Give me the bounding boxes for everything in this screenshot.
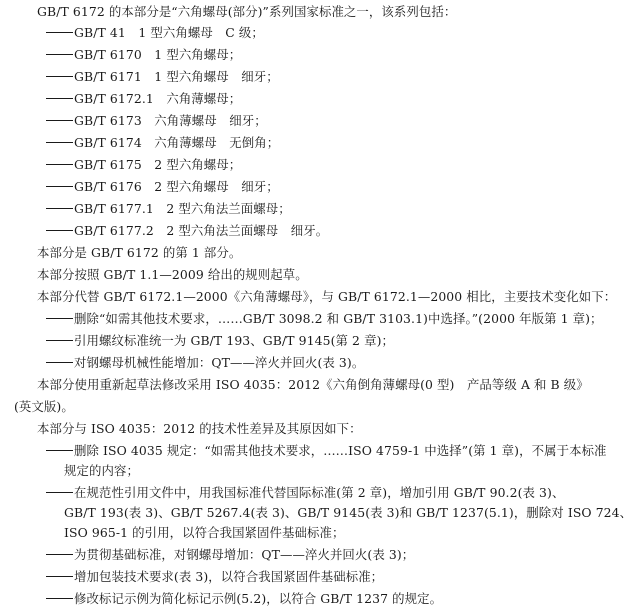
difference-item-text: 删除 ISO 4035 规定：“如需其他技术要求，……ISO 4759-1 中选择”(第 1 章)，不属于本标准 (74, 443, 607, 458)
drafting-rule: 本部分按照 GB/T 1.1—2009 给出的规则起草。 (37, 267, 308, 282)
adoption-statement: 本部分使用重新起草法修改采用 ISO 4035：2012《六角倒角薄螺母(0 型) 产品等级 A 和 B 级》 (37, 377, 589, 392)
change-item-text: 删除“如需其他技术要求，……GB/T 3098.2 和 GB/T 3103.1)中选择。”(2000 年版第 1 章)； (74, 311, 603, 326)
difference-item (46, 441, 607, 461)
difference-item-continued: GB/T 193(表 3)、GB/T 5267.4(表 3)、GB/T 9145(表 3)和 GB/T 1237(5.1)，删除对 ISO 724、 (64, 505, 633, 520)
difference-item-text: 为贯彻基础标准，对钢螺母增加：QT——淬火并回火(表 3)； (74, 547, 415, 562)
list-dash (46, 98, 73, 99)
series-item-text: GB/T 6177.2 2 型六角法兰面螺母 细牙。 (74, 223, 329, 238)
difference-item (46, 483, 564, 503)
difference-item (46, 589, 442, 609)
series-item (46, 45, 241, 65)
series-item (46, 67, 279, 87)
difference-item (46, 545, 414, 565)
series-item (46, 221, 328, 241)
series-item (46, 199, 291, 219)
intro-paragraph: GB/T 6172 的本部分是“六角螺母(部分)”系列国家标准之一，该系列包括： (37, 4, 457, 19)
part-statement: 本部分是 GB/T 6172 的第 1 部分。 (37, 245, 242, 260)
list-dash (46, 598, 73, 599)
series-item (46, 111, 267, 131)
change-item (46, 309, 603, 329)
series-item-text: GB/T 41 1 型六角螺母 C 级； (74, 25, 264, 40)
list-dash (46, 208, 73, 209)
series-item-text: GB/T 6176 2 型六角螺母 细牙； (74, 179, 279, 194)
list-dash (46, 340, 73, 341)
list-dash (46, 32, 73, 33)
change-item-text: 引用螺纹标准统一为 GB/T 193、GB/T 9145(第 2 章)； (74, 333, 394, 348)
change-item (46, 353, 364, 373)
differences-intro: 本部分与 ISO 4035：2012 的技术性差异及其原因如下： (37, 421, 362, 436)
series-item-text: GB/T 6170 1 型六角螺母； (74, 47, 242, 62)
change-item-text: 对钢螺母机械性能增加：QT——淬火并回火(表 3)。 (74, 355, 365, 370)
series-item-text: GB/T 6172.1 六角薄螺母； (74, 91, 242, 106)
difference-item-text: 在规范性引用文件中，用我国标准代替国际标准(第 2 章)，增加引用 GB/T 90.2(表 3)、 (74, 485, 565, 500)
series-item (46, 155, 241, 175)
difference-item-text: 增加包装技术要求(表 3)，以符合我国紧固件基础标准； (74, 569, 384, 584)
series-item-text: GB/T 6175 2 型六角螺母； (74, 157, 242, 172)
list-dash (46, 576, 73, 577)
series-item (46, 177, 279, 197)
difference-item-text: 修改标记示例为简化标记示例(5.2)，以符合 GB/T 1237 的规定。 (74, 591, 443, 606)
change-item (46, 331, 394, 351)
difference-item-continued: ISO 965-1 的引用，以符合我国紧固件基础标准； (64, 525, 345, 540)
series-item (46, 23, 264, 43)
difference-item (46, 567, 383, 587)
list-dash (46, 142, 73, 143)
difference-item-continued: 规定的内容； (64, 463, 139, 478)
list-dash (46, 120, 73, 121)
list-dash (46, 318, 73, 319)
series-item-text: GB/T 6174 六角薄螺母 无倒角； (74, 135, 280, 150)
list-dash (46, 554, 73, 555)
series-item (46, 133, 279, 153)
series-item-text: GB/T 6177.1 2 型六角法兰面螺母； (74, 201, 291, 216)
list-dash (46, 230, 73, 231)
series-item-text: GB/T 6171 1 型六角螺母 细牙； (74, 69, 279, 84)
list-dash (46, 450, 73, 451)
list-dash (46, 164, 73, 165)
series-item (46, 89, 241, 109)
list-dash (46, 186, 73, 187)
list-dash (46, 76, 73, 77)
adoption-statement-continued: (英文版)。 (14, 399, 74, 414)
list-dash (46, 362, 73, 363)
list-dash (46, 492, 73, 493)
list-dash (46, 54, 73, 55)
series-item-text: GB/T 6173 六角薄螺母 细牙； (74, 113, 267, 128)
replaces-statement: 本部分代替 GB/T 6172.1—2000《六角薄螺母》，与 GB/T 6172.1—2000 相比，主要技术变化如下： (37, 289, 617, 304)
